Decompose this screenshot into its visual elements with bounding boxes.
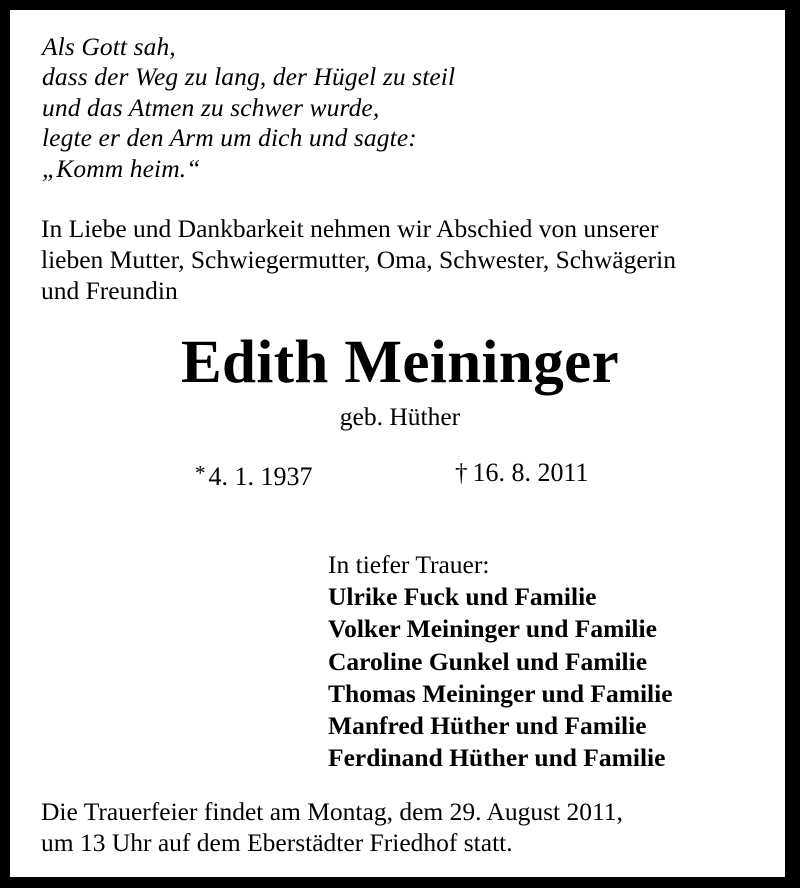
funeral-service-info <box>41 796 786 858</box>
memorial-verse <box>42 32 455 184</box>
mourner-name: Ulrike Fuck und Familie <box>328 582 597 612</box>
verse-line-1: Als Gott sah, <box>42 32 176 61</box>
deceased-full-name: Edith Meininger <box>180 329 620 396</box>
mourner-name: Volker Meininger und Familie <box>328 614 657 644</box>
birth-star-icon: * <box>195 461 206 485</box>
deceased-name-block <box>20 330 780 432</box>
announcement-line-1: In Liebe und Dankbarkeit nehmen wir Abschied von unserer <box>41 214 659 243</box>
mourner-name: Thomas Meininger und Familie <box>328 678 673 708</box>
birth-date-group <box>195 457 313 493</box>
mourner-name: Caroline Gunkel und Familie <box>328 646 648 676</box>
mourner-name: Ferdinand Hüther und Familie <box>328 743 666 773</box>
deceased-maiden-name: geb. Hüther <box>339 402 461 431</box>
announcement-line-2: lieben Mutter, Schwiegermutter, Oma, Schwester, Schwägerin <box>41 245 676 274</box>
verse-line-2: dass der Weg zu lang, der Hügel zu steil <box>42 62 456 92</box>
death-cross-icon: † <box>455 460 468 487</box>
mourner-name: Manfred Hüther und Familie <box>328 711 647 741</box>
announcement-line-3: und Freundin <box>41 276 178 305</box>
mourners-block <box>328 549 673 774</box>
mourners-heading: In tiefer Trauer: <box>328 550 490 579</box>
announcement-text <box>41 213 781 306</box>
funeral-info-line-2: um 13 Uhr auf dem Eberstädter Friedhof statt. <box>41 828 513 857</box>
verse-line-4: legte er den Arm um dich und sagte: <box>42 123 417 153</box>
death-date-group <box>455 457 589 490</box>
verse-line-3: und das Atmen zu schwer wurde, <box>42 92 380 122</box>
death-date-value: 16. 8. 2011 <box>472 458 589 487</box>
funeral-info-line-1: Die Trauerfeier findet am Montag, dem 29. August 2011, <box>41 797 623 826</box>
verse-line-5: „Komm heim.“ <box>42 153 201 183</box>
obituary-notice <box>10 10 785 877</box>
birth-date-value: 4. 1. 1937 <box>208 462 313 491</box>
